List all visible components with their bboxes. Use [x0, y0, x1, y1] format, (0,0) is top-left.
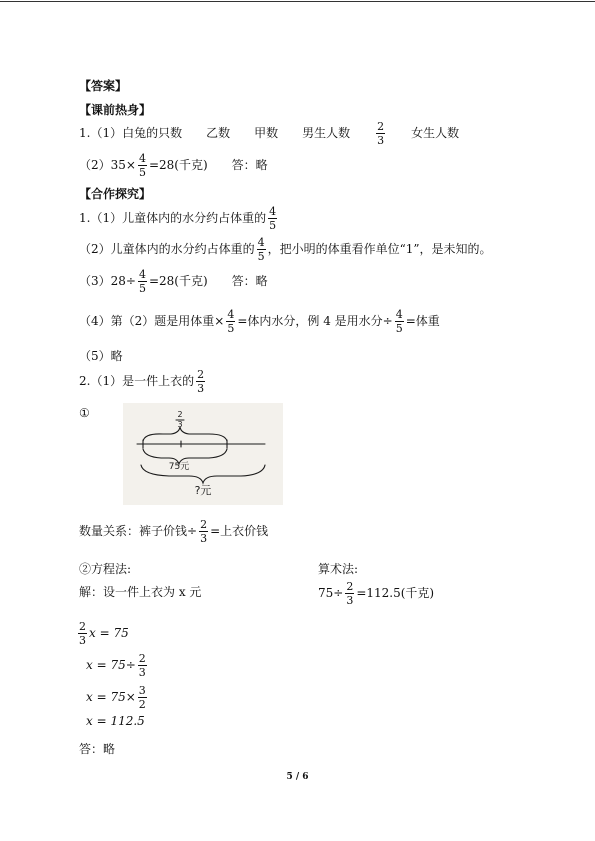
arith-text-a: 75÷	[318, 586, 344, 600]
fraction-denominator: 3	[377, 133, 385, 147]
explore-l4-text-a: （4）第（2）题是用体重×	[79, 314, 225, 328]
arith-fraction	[345, 580, 354, 607]
fraction-numerator: 2	[200, 517, 208, 531]
header-rule	[0, 1, 595, 2]
explore-l2-text-a: （2）儿童体内的水分约占体重的	[79, 242, 255, 256]
warmup-q1-a: 1.（1）白兔的只数	[79, 126, 183, 140]
final-answer: 答：略	[79, 742, 116, 756]
explore-l1-fraction	[268, 205, 277, 232]
explore-l3	[79, 266, 268, 296]
fraction-denominator: 5	[227, 321, 235, 335]
fraction-denominator: 5	[395, 321, 403, 335]
fraction-denominator: 5	[257, 249, 265, 263]
explore-l4-text-c: =体重	[405, 314, 440, 328]
fraction-numerator: 4	[257, 235, 265, 249]
fraction-denominator: 5	[138, 281, 146, 295]
diagram-label-75: 75元	[168, 462, 190, 472]
fraction-numerator: 4	[227, 307, 235, 321]
warmup-q1-c: 甲数	[254, 126, 279, 140]
explore-l2-text-b: ，把小明的体重看作单位“1”，是未知的。	[267, 242, 492, 256]
relation-line	[79, 516, 268, 546]
diagram-top-num: 2	[177, 410, 183, 419]
fraction-numerator: 2	[79, 619, 86, 633]
explore-q2	[79, 366, 207, 396]
page-number: 5 / 6	[286, 772, 309, 782]
explore-l4-fraction-2	[395, 308, 404, 335]
eq3-text: x = 75×	[86, 690, 136, 704]
fraction-numerator: 2	[138, 651, 146, 665]
explore-l5: （5）略	[79, 349, 123, 363]
fraction-numerator: 2	[197, 367, 205, 381]
circle-one: ①	[79, 406, 90, 420]
warmup-q2-prefix: （2）35×	[79, 158, 136, 172]
equation-step-4: x = 112.5	[86, 714, 145, 728]
fraction-numerator: 3	[138, 683, 146, 697]
explore-heading: 【合作探究】	[79, 187, 152, 201]
explore-l2-fraction	[257, 236, 266, 263]
fraction-denominator: 3	[138, 665, 146, 679]
equation-step-1	[78, 618, 129, 648]
explore-l2	[79, 234, 492, 264]
fraction-denominator: 3	[79, 633, 86, 647]
line-segment-diagram	[123, 403, 283, 505]
warmup-q1-fraction	[376, 120, 385, 147]
equation-step-3	[86, 682, 149, 712]
warmup-q1-b: 乙数	[206, 126, 231, 140]
fraction-denominator: 5	[269, 218, 277, 232]
explore-l4-text-b: =体内水分，例 4 是用水分÷	[237, 314, 393, 328]
diagram-label-question: ?元	[194, 484, 212, 497]
explore-l3-result: =28(千克)	[148, 274, 208, 288]
fraction-numerator: 2	[377, 119, 385, 133]
arith-line	[318, 578, 434, 608]
fraction-numerator: 4	[395, 307, 403, 321]
explore-q2-text: 2.（1）是一件上衣的	[79, 374, 195, 388]
eq2-fraction	[138, 652, 147, 679]
eq1-fraction	[78, 620, 87, 647]
explore-l4-fraction-1	[226, 308, 235, 335]
explore-l3-prefix: （3）28÷	[79, 274, 136, 288]
fraction-denominator: 2	[138, 697, 146, 711]
method-equation-label: ②方程法:	[79, 562, 132, 576]
method-arith-label: 算术法:	[318, 562, 359, 576]
fraction-numerator: 4	[138, 267, 146, 281]
eq1-rest: x = 75	[89, 626, 129, 640]
relation-fraction	[199, 518, 208, 545]
explore-l3-answer: 答：略	[231, 274, 268, 288]
warmup-heading: 【课前热身】	[79, 103, 152, 117]
warmup-q1-d: 男生人数	[302, 126, 351, 140]
relation-text-b: =上衣价钱	[210, 524, 269, 538]
warmup-q2-answer: 答：略	[231, 158, 268, 172]
warmup-q2-fraction	[138, 152, 147, 179]
fraction-denominator: 3	[200, 531, 208, 545]
relation-text-a: 数量关系：裤子价钱÷	[79, 524, 198, 538]
diagram-top-den: 3	[177, 420, 183, 429]
answer-heading: 【答案】	[79, 79, 128, 93]
fraction-numerator: 2	[346, 579, 354, 593]
fraction-numerator: 4	[138, 151, 146, 165]
warmup-q2-result: =28(千克)	[148, 158, 208, 172]
explore-q2-fraction	[196, 368, 205, 395]
diagram-drawing	[123, 403, 283, 505]
fraction-denominator: 3	[197, 381, 205, 395]
fraction-numerator: 4	[269, 204, 277, 218]
eq2-text: x = 75÷	[86, 658, 136, 672]
explore-l1-text: 1.（1）儿童体内的水分约占体重的	[79, 211, 267, 225]
warmup-q2	[79, 150, 268, 180]
explore-l4	[79, 306, 440, 336]
explore-l3-fraction	[138, 268, 147, 295]
let-x-line: 解：设一件上衣为 x 元	[79, 585, 202, 599]
arith-text-b: =112.5(千克)	[356, 586, 435, 600]
explore-l1	[79, 203, 279, 233]
fraction-denominator: 5	[138, 165, 146, 179]
eq3-fraction	[138, 684, 147, 711]
equation-step-2	[86, 650, 149, 680]
warmup-q1-e: 女生人数	[411, 126, 460, 140]
fraction-denominator: 3	[346, 593, 354, 607]
warmup-q1	[79, 118, 459, 148]
